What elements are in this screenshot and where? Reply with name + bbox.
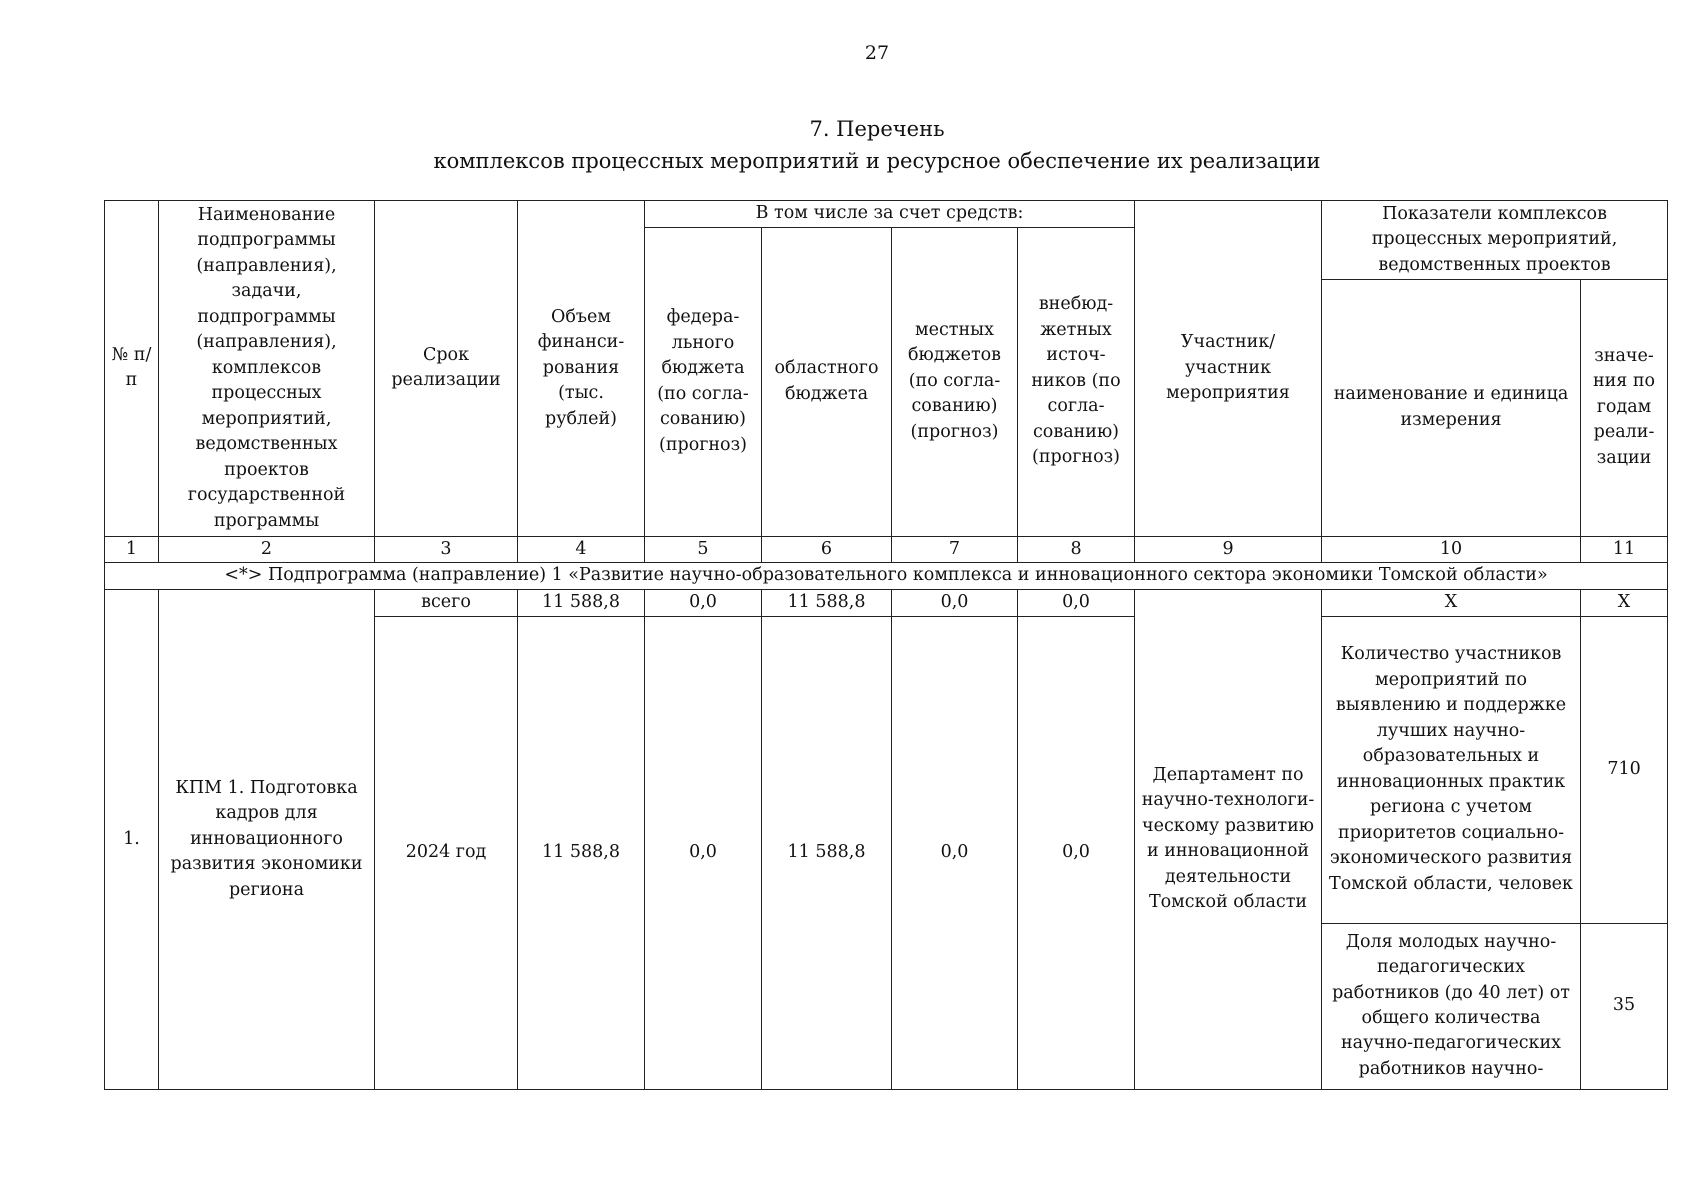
volume-year: 11 588,8: [518, 616, 645, 1089]
section-subtitle: комплексов процессных мероприятий и ресурсное обеспечение их реализации: [433, 149, 1321, 173]
regional-total: 11 588,8: [762, 590, 892, 617]
col-number: 9: [1135, 536, 1322, 563]
header-indicator-name: наименование и единица измерения: [1322, 279, 1581, 536]
table-row-total: [105, 590, 1668, 617]
participant: Департамент по научно-технологи-ческому развитию и инновационной деятельности Томской области: [1135, 590, 1322, 1090]
indicator-name-total: X: [1322, 590, 1581, 617]
local-year: 0,0: [892, 616, 1018, 1089]
header-federal: федера-льного бюджета (по согла-сованию) (прогноз): [645, 227, 762, 536]
header-local: местных бюджетов (по согла-сованию) (прогноз): [892, 227, 1018, 536]
header-extra: внебюд-жетных источ-ников (по согла-сованию) (прогноз): [1018, 227, 1135, 536]
header-participant: Участник/ участник мероприятия: [1135, 201, 1322, 537]
regional-year: 11 588,8: [762, 616, 892, 1089]
indicator-value: 35: [1581, 923, 1668, 1089]
extra-total: 0,0: [1018, 590, 1135, 617]
indicator-value-total: X: [1581, 590, 1668, 617]
subprogram-row: <*> Подпрограмма (направление) 1 «Развитие научно-образовательного комплекса и инновационного сектора экономики Томской области»: [105, 563, 1668, 590]
indicator-value: 710: [1581, 616, 1668, 923]
header-regional: областного бюджета: [762, 227, 892, 536]
header-volume: Объем финанси-рования (тыс. рублей): [518, 201, 645, 537]
federal-total: 0,0: [645, 590, 762, 617]
col-number: 4: [518, 536, 645, 563]
column-numbers-row: [105, 536, 1668, 563]
header-term: Срок реализации: [375, 201, 518, 537]
col-number: 2: [159, 536, 375, 563]
section-title: 7. Перечень: [809, 117, 945, 141]
indicator-name: Количество участников мероприятий по выявлению и поддержке лучших научно-образовательных и инновационных практик региона с учетом приоритетов социально-экономического развития Томской области, человек: [1322, 616, 1581, 923]
header-including: В том числе за счет средств:: [645, 201, 1135, 228]
col-number: 11: [1581, 536, 1668, 563]
col-number: 3: [375, 536, 518, 563]
volume-total: 11 588,8: [518, 590, 645, 617]
header-num: № п/п: [105, 201, 159, 537]
measures-table: [104, 200, 1668, 1090]
header-indicators: Показатели комплексов процессных мероприятий, ведомственных проектов: [1322, 201, 1668, 280]
col-number: 1: [105, 536, 159, 563]
col-number: 6: [762, 536, 892, 563]
local-total: 0,0: [892, 590, 1018, 617]
measure-name: КПМ 1. Подготовка кадров для инновационного развития экономики региона: [159, 590, 375, 1090]
extra-year: 0,0: [1018, 616, 1135, 1089]
col-number: 5: [645, 536, 762, 563]
term-total: всего: [375, 590, 518, 617]
federal-year: 0,0: [645, 616, 762, 1089]
header-indicator-values: значе-ния по годам реали-зации: [1581, 279, 1668, 536]
col-number: 7: [892, 536, 1018, 563]
row-number: 1.: [105, 590, 159, 1090]
header-name: Наименование подпрограммы (направления), задачи, подпрограммы (направления), комплексов процессных мероприятий, ведомственных проектов государственной программы: [159, 201, 375, 537]
indicator-name: Доля молодых научно-педагогических работников (до 40 лет) от общего количества научно-педагогических работников научно-: [1322, 923, 1581, 1089]
col-number: 8: [1018, 536, 1135, 563]
col-number: 10: [1322, 536, 1581, 563]
page-number: 27: [864, 42, 890, 64]
term-year: 2024 год: [375, 616, 518, 1089]
